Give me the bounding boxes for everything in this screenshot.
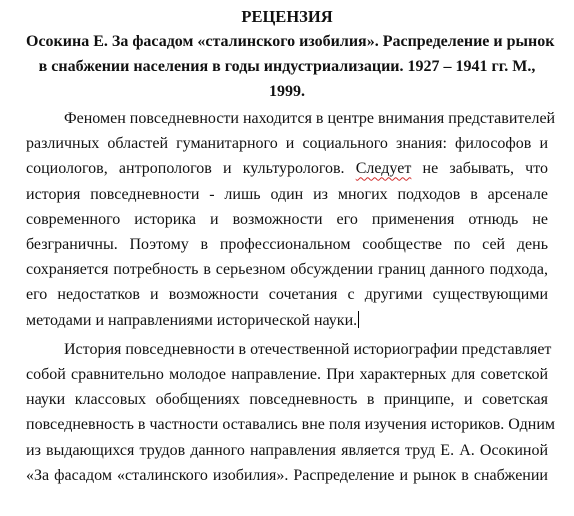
- text-line: современного историка и возможности его применения отнюдь не: [26, 210, 548, 228]
- text-cursor: [358, 311, 359, 328]
- text-line: собой сравнительно молодое направление. При характерных для советской: [26, 366, 548, 384]
- spellcheck-flagged-word[interactable]: Следует: [355, 160, 412, 178]
- citation-line: в снабжении населения в годы индустриализации. 1927 – 1941 гг. М.,: [38, 58, 536, 75]
- text-line: [26, 308, 548, 333]
- text-line: [26, 156, 548, 181]
- text-line: История повседневности в отечественной историографии представляет: [64, 340, 552, 358]
- paragraph-1[interactable]: [26, 106, 556, 333]
- text-segment: не забывать, что: [411, 160, 548, 178]
- text-line: различных областей гуманитарного и социального знания: философов и: [26, 135, 548, 153]
- text-line: Феномен повседневности находится в центре внимания представителей: [64, 110, 556, 127]
- text-line: его недостатков и возможности сочетания с другими существующими: [26, 286, 548, 304]
- text-segment: социологов, антропологов и культурологов.: [26, 160, 356, 178]
- review-title: РЕЦЕНЗИЯ: [241, 7, 333, 26]
- text-line: «За фасадом «сталинского изобилия». Распределение и рынок в снабжении: [26, 466, 548, 484]
- text-line: история повседневности - лишь один из многих подходов в арсенале: [26, 185, 548, 203]
- paragraph-2[interactable]: [26, 337, 556, 488]
- text-line: сохраняется потребность в серьезном обсуждении границ данного подхода,: [26, 261, 548, 279]
- text-line: повседневность в частности оставались вне поля изучения историков. Одним: [26, 416, 556, 434]
- citation-line: Осокина Е. За фасадом «сталинского изобилия». Распределение и рынок: [26, 33, 555, 50]
- text-line: из выдающихся трудов данного направления является труд Е. А. Осокиной: [26, 441, 548, 459]
- citation-line: 1999.: [269, 83, 305, 100]
- book-citation: [26, 29, 555, 104]
- text-line: науки классовых обобщениях повседневность в принципе, и советская: [26, 391, 548, 409]
- text-line: безграничны. Поэтому в профессиональном сообществе по сей день: [26, 236, 548, 254]
- text-segment: методами и направлениями исторической науки.: [26, 311, 358, 329]
